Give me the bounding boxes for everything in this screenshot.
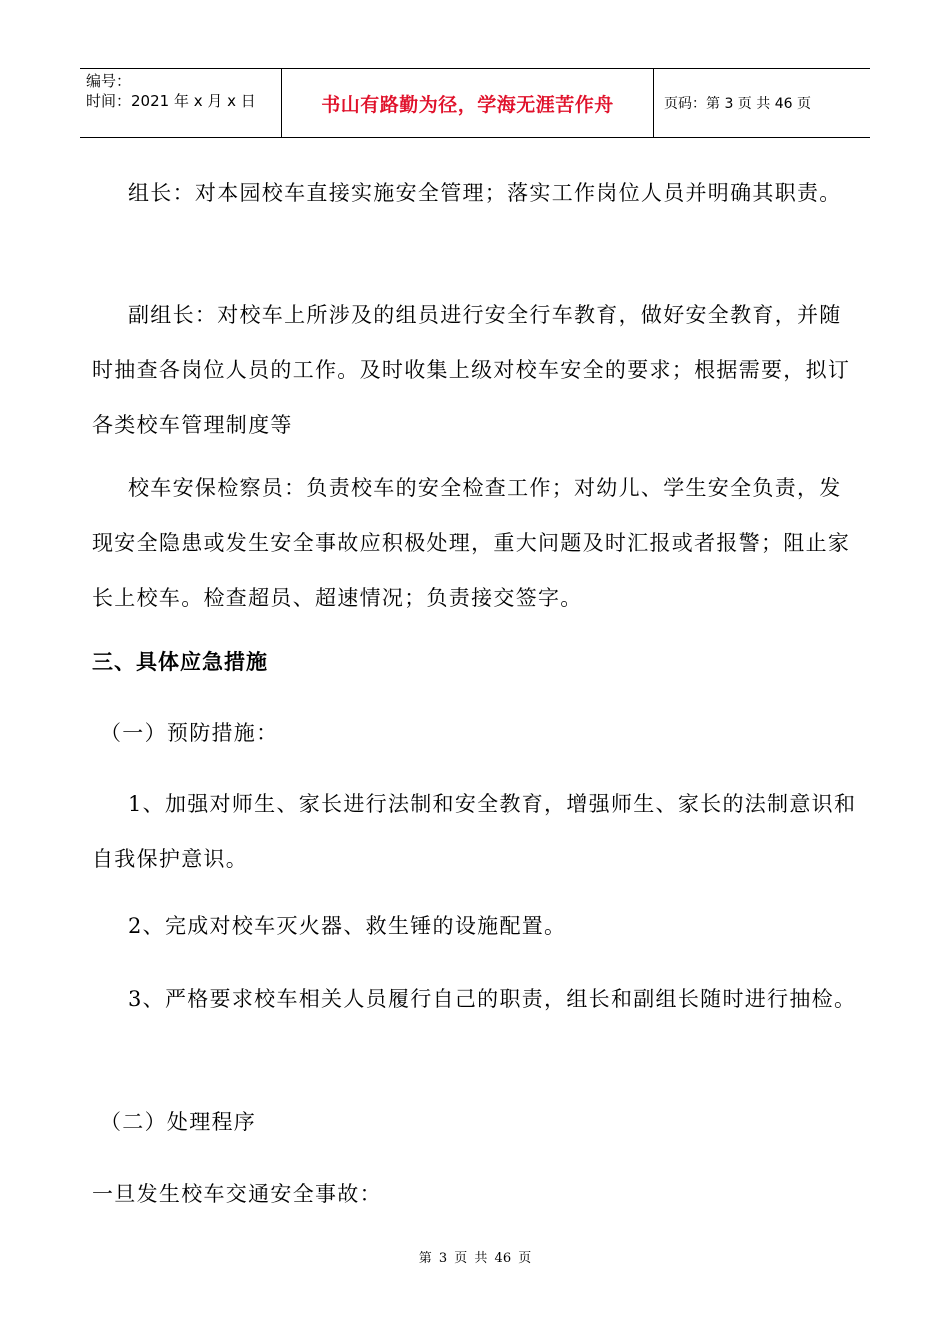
document-number-label: 编号： bbox=[86, 72, 132, 90]
header-motto-cell bbox=[282, 69, 654, 137]
paragraph-deputy-leader: 副组长：对校车上所涉及的组员进行安全行车教育，做好安全教育，并随时抽查各岗位人员的工作。及时收集上级对校车安全的要求；根据需要，拟订各类校车管理制度等 bbox=[92, 303, 851, 437]
prevention-item-2: 2、完成对校车灭火器、救生锤的设施配置。 bbox=[128, 914, 567, 938]
prevention-item-1: 1、加强对师生、家长进行法制和安全教育，增强师生、家长的法制意识和自我保护意识。 bbox=[92, 792, 857, 871]
header-page-cell bbox=[654, 69, 870, 137]
page-footer: 第 3 页 共 46 页 bbox=[418, 1251, 532, 1266]
accident-intro-text: 一旦发生校车交通安全事故： bbox=[92, 1182, 382, 1206]
prevention-item-3: 3、严格要求校车相关人员履行自己的职责，组长和副组长随时进行抽检。 bbox=[128, 987, 857, 1011]
paragraph-inspector: 校车安保检察员：负责校车的安全检查工作；对幼儿、学生安全负责，发现安全隐患或发生安全事故应积极处理，重大问题及时汇报或者报警；阻止家长上校车。检查超员、超速情况；负责接交签字。 bbox=[92, 476, 851, 610]
document-date: 时间：2021 年 x 月 x 日 bbox=[86, 92, 256, 110]
header-motto: 书山有路勤为径，学海无涯苦作舟 bbox=[321, 93, 614, 116]
section-heading: 三、具体应急措施 bbox=[92, 650, 268, 674]
header-page-info: 页码：第 3 页 共 46 页 bbox=[664, 96, 811, 112]
subsection-prevention-title: （一）预防措施： bbox=[100, 721, 279, 745]
header-meta-cell bbox=[80, 69, 282, 137]
subsection-procedure-title: （二）处理程序 bbox=[100, 1110, 257, 1134]
document-header bbox=[80, 68, 870, 138]
paragraph-group-leader: 组长：对本园校车直接实施安全管理；落实工作岗位人员并明确其职责。 bbox=[128, 181, 842, 205]
